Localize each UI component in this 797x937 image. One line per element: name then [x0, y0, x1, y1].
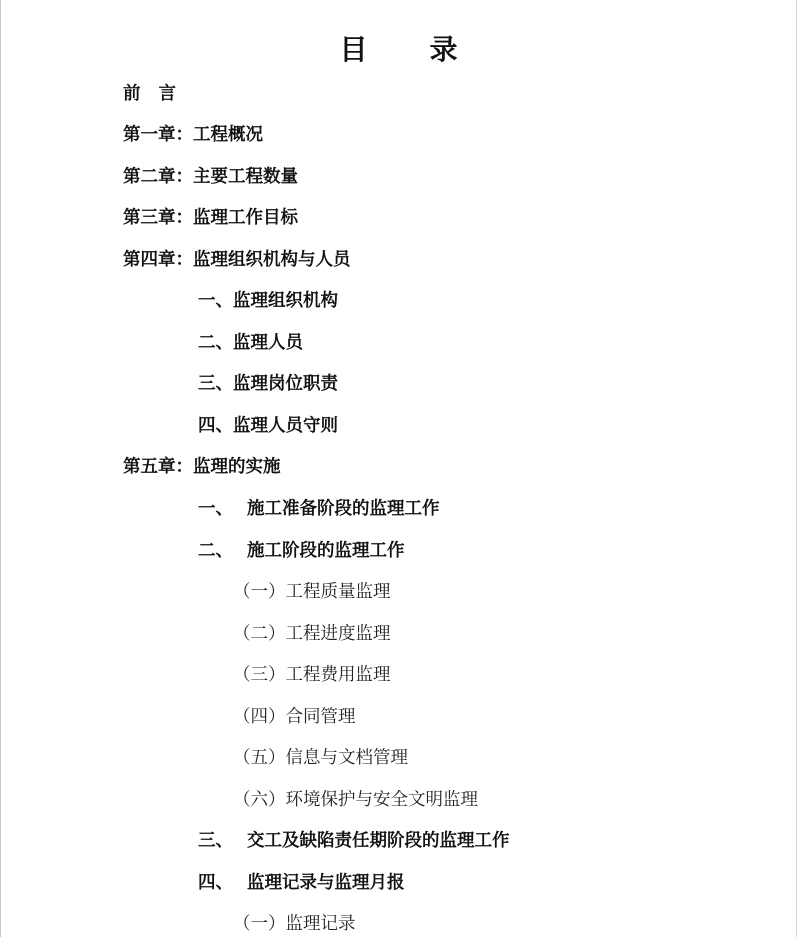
- toc-entry-chapter-4[interactable]: 第四章：监理组织机构与人员: [123, 250, 351, 270]
- toc-entry-chapter-5[interactable]: 第五章：监理的实施: [123, 457, 281, 477]
- toc-entry-subsection[interactable]: （六）环境保护与安全文明监理: [233, 790, 478, 810]
- toc-entry-chapter-3[interactable]: 第三章：监理工作目标: [123, 208, 298, 228]
- toc-entry-subsection[interactable]: （二）工程进度监理: [233, 624, 391, 644]
- section-number: 一、: [198, 499, 233, 519]
- title-char-2: 录: [429, 33, 458, 66]
- toc-entry-section[interactable]: [198, 539, 405, 563]
- section-title: 交工及缺陷责任期阶段的监理工作: [247, 831, 510, 851]
- section-title: 监理记录与监理月报: [247, 873, 405, 893]
- preface-char-1: 前: [123, 84, 141, 104]
- section-title: 施工阶段的监理工作: [247, 541, 405, 561]
- title-char-1: 目: [339, 33, 368, 66]
- toc-entry-subsection[interactable]: （一）工程质量监理: [233, 582, 391, 602]
- toc-entry-section[interactable]: 三、监理岗位职责: [198, 374, 338, 394]
- section-number: 二、: [198, 541, 233, 561]
- section-number: 四、: [198, 873, 233, 893]
- toc-entry-section[interactable]: [198, 497, 440, 521]
- toc-entry-subsection[interactable]: （四）合同管理: [233, 707, 356, 727]
- toc-entry-section[interactable]: 一、监理组织机构: [198, 291, 338, 311]
- preface-char-2: 言: [158, 84, 176, 104]
- toc-entry-subsection[interactable]: （五）信息与文档管理: [233, 748, 408, 768]
- toc-entry-chapter-2[interactable]: 第二章：主要工程数量: [123, 167, 298, 187]
- toc-entry-preface[interactable]: [123, 82, 176, 106]
- toc-entry-subsection[interactable]: （三）工程费用监理: [233, 665, 391, 685]
- toc-entry-section[interactable]: [198, 871, 405, 895]
- section-title: 施工准备阶段的监理工作: [247, 499, 440, 519]
- toc-entry-section[interactable]: [198, 829, 510, 853]
- toc-entry-chapter-1[interactable]: 第一章：工程概况: [123, 125, 263, 145]
- section-number: 三、: [198, 831, 233, 851]
- toc-entry-section[interactable]: 四、监理人员守则: [198, 416, 338, 436]
- toc-entry-subsection[interactable]: （一）监理记录: [233, 914, 356, 934]
- toc-entry-section[interactable]: 二、监理人员: [198, 333, 303, 353]
